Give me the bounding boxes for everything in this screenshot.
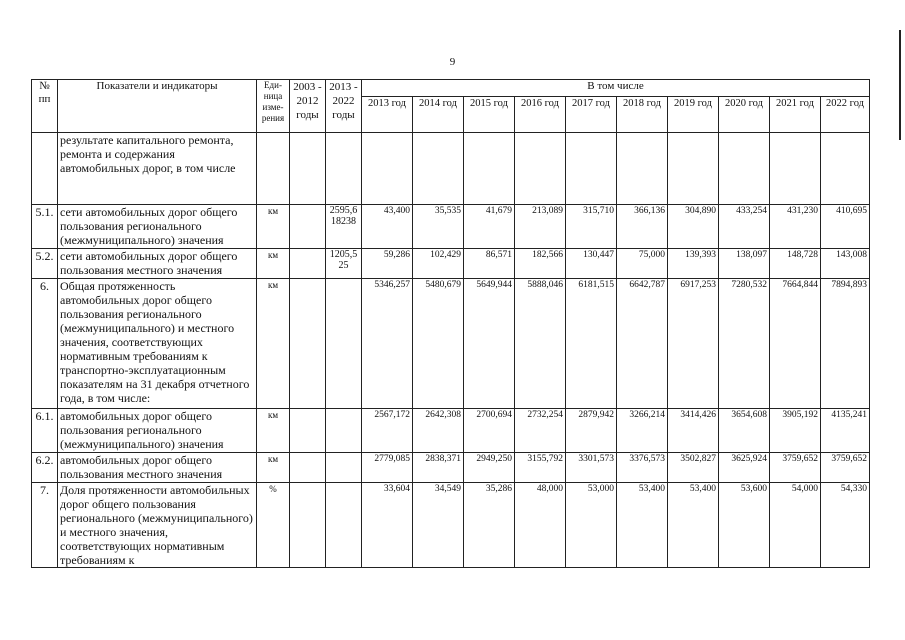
scan-edge-mark — [899, 30, 901, 140]
header-year: 2019 год — [668, 97, 719, 133]
row-year-value: 315,710 — [566, 205, 617, 249]
row-period-2013-2022: 1205,5 25 — [326, 249, 362, 279]
row-indicator: сети автомобильных дорог общего пользования регионального (межмуниципального) значения — [58, 205, 257, 249]
row-unit: км — [257, 279, 290, 409]
row-year-value: 2838,371 — [413, 453, 464, 483]
row-period-2013-2022 — [326, 409, 362, 453]
row-year-value — [515, 133, 566, 205]
row-year-value: 143,008 — [821, 249, 870, 279]
row-year-value: 34,549 — [413, 483, 464, 568]
row-period-2003-2012 — [290, 133, 326, 205]
table-row — [32, 409, 870, 453]
row-year-value: 3266,214 — [617, 409, 668, 453]
row-year-value: 2642,308 — [413, 409, 464, 453]
row-year-value: 35,535 — [413, 205, 464, 249]
row-year-value — [464, 133, 515, 205]
row-number: 6.2. — [32, 453, 58, 483]
row-period-2003-2012 — [290, 249, 326, 279]
row-year-value: 2779,085 — [362, 453, 413, 483]
header-num: № пп — [32, 80, 58, 133]
row-year-value: 102,429 — [413, 249, 464, 279]
row-year-value: 4135,241 — [821, 409, 870, 453]
row-indicator: сети автомобильных дорог общего пользования местного значения — [58, 249, 257, 279]
row-number: 6.1. — [32, 409, 58, 453]
row-unit — [257, 133, 290, 205]
row-indicator: Доля протяженности автомобильных дорог общего пользования регионального (межмуниципального) и местного значения, соответствующих нормативным требованиям к — [58, 483, 257, 568]
header-year: 2021 год — [770, 97, 821, 133]
row-year-value: 33,604 — [362, 483, 413, 568]
row-number: 5.2. — [32, 249, 58, 279]
row-year-value: 6917,253 — [668, 279, 719, 409]
table-row — [32, 453, 870, 483]
row-year-value: 7894,893 — [821, 279, 870, 409]
row-period-2013-2022 — [326, 453, 362, 483]
table-row — [32, 249, 870, 279]
row-period-2013-2022 — [326, 133, 362, 205]
row-year-value: 2567,172 — [362, 409, 413, 453]
row-period-2013-2022: 2595,6 18238 — [326, 205, 362, 249]
row-year-value: 3654,608 — [719, 409, 770, 453]
row-year-value: 138,097 — [719, 249, 770, 279]
row-year-value: 431,230 — [770, 205, 821, 249]
row-year-value: 2700,694 — [464, 409, 515, 453]
row-year-value: 182,566 — [515, 249, 566, 279]
row-year-value: 3301,573 — [566, 453, 617, 483]
row-year-value: 5480,679 — [413, 279, 464, 409]
row-year-value: 41,679 — [464, 205, 515, 249]
row-indicator: автомобильных дорог общего пользования регионального (межмуниципального) значения — [58, 409, 257, 453]
header-year: 2014 год — [413, 97, 464, 133]
row-year-value — [719, 133, 770, 205]
row-year-value: 2732,254 — [515, 409, 566, 453]
header-indicator: Показатели и индикаторы — [58, 80, 257, 133]
row-year-value: 3502,827 — [668, 453, 719, 483]
row-year-value — [413, 133, 464, 205]
row-indicator: Общая протяженность автомобильных дорог общего пользования регионального (межмуниципального) и местного значения, соответствующих нормативным требованиям к транспортно-эксплуатационным показателям на 31 декабря отчетного года, в том числе: — [58, 279, 257, 409]
row-year-value: 53,400 — [617, 483, 668, 568]
header-unit: Еди- ница изме- рения — [257, 80, 290, 133]
row-period-2013-2022 — [326, 279, 362, 409]
row-year-value: 75,000 — [617, 249, 668, 279]
header-period-2003-2012: 2003 - 2012 годы — [290, 80, 326, 133]
row-year-value: 43,400 — [362, 205, 413, 249]
header-year: 2015 год — [464, 97, 515, 133]
row-period-2003-2012 — [290, 483, 326, 568]
row-unit: км — [257, 409, 290, 453]
row-year-value — [668, 133, 719, 205]
row-year-value: 5346,257 — [362, 279, 413, 409]
row-year-value: 59,286 — [362, 249, 413, 279]
table-row — [32, 483, 870, 568]
header-year: 2020 год — [719, 97, 770, 133]
row-year-value: 2949,250 — [464, 453, 515, 483]
table-row — [32, 279, 870, 409]
header-year: 2018 год — [617, 97, 668, 133]
indicators-table — [31, 79, 870, 568]
table-row — [32, 205, 870, 249]
row-number: 5.1. — [32, 205, 58, 249]
row-period-2003-2012 — [290, 205, 326, 249]
row-year-value: 54,000 — [770, 483, 821, 568]
row-indicator: автомобильных дорог общего пользования местного значения — [58, 453, 257, 483]
row-year-value: 410,695 — [821, 205, 870, 249]
row-period-2003-2012 — [290, 409, 326, 453]
row-year-value: 3759,652 — [821, 453, 870, 483]
row-year-value: 3759,652 — [770, 453, 821, 483]
row-year-value: 5649,944 — [464, 279, 515, 409]
row-year-value — [770, 133, 821, 205]
row-year-value: 366,136 — [617, 205, 668, 249]
row-year-value: 35,286 — [464, 483, 515, 568]
row-year-value: 53,400 — [668, 483, 719, 568]
row-year-value — [362, 133, 413, 205]
row-number: 7. — [32, 483, 58, 568]
row-year-value: 7664,844 — [770, 279, 821, 409]
row-year-value: 3414,426 — [668, 409, 719, 453]
row-year-value: 7280,532 — [719, 279, 770, 409]
row-year-value: 148,728 — [770, 249, 821, 279]
header-year: 2016 год — [515, 97, 566, 133]
row-year-value: 6181,515 — [566, 279, 617, 409]
row-year-value: 2879,942 — [566, 409, 617, 453]
row-period-2013-2022 — [326, 483, 362, 568]
row-year-value — [821, 133, 870, 205]
header-year: 2013 год — [362, 97, 413, 133]
row-year-value: 213,089 — [515, 205, 566, 249]
header-group-including: В том числе — [362, 80, 870, 97]
row-number: 6. — [32, 279, 58, 409]
page-number: 9 — [449, 56, 456, 68]
header-period-2013-2022: 2013 - 2022 годы — [326, 80, 362, 133]
row-unit: км — [257, 453, 290, 483]
row-year-value: 130,447 — [566, 249, 617, 279]
row-year-value: 5888,046 — [515, 279, 566, 409]
row-year-value: 3376,573 — [617, 453, 668, 483]
row-year-value: 139,393 — [668, 249, 719, 279]
row-year-value: 53,600 — [719, 483, 770, 568]
row-year-value: 433,254 — [719, 205, 770, 249]
row-year-value: 3155,792 — [515, 453, 566, 483]
row-year-value — [617, 133, 668, 205]
row-period-2003-2012 — [290, 279, 326, 409]
header-year: 2022 год — [821, 97, 870, 133]
row-year-value: 48,000 — [515, 483, 566, 568]
table-row — [32, 133, 870, 205]
row-unit: % — [257, 483, 290, 568]
row-unit: км — [257, 249, 290, 279]
row-indicator: результате капитального ремонта, ремонта и содержания автомобильных дорог, в том числе — [58, 133, 257, 205]
header-year: 2017 год — [566, 97, 617, 133]
row-year-value: 3625,924 — [719, 453, 770, 483]
row-number — [32, 133, 58, 205]
row-year-value: 54,330 — [821, 483, 870, 568]
row-year-value: 53,000 — [566, 483, 617, 568]
row-year-value: 304,890 — [668, 205, 719, 249]
row-year-value — [566, 133, 617, 205]
row-unit: км — [257, 205, 290, 249]
row-year-value: 6642,787 — [617, 279, 668, 409]
row-period-2003-2012 — [290, 453, 326, 483]
row-year-value: 86,571 — [464, 249, 515, 279]
row-year-value: 3905,192 — [770, 409, 821, 453]
